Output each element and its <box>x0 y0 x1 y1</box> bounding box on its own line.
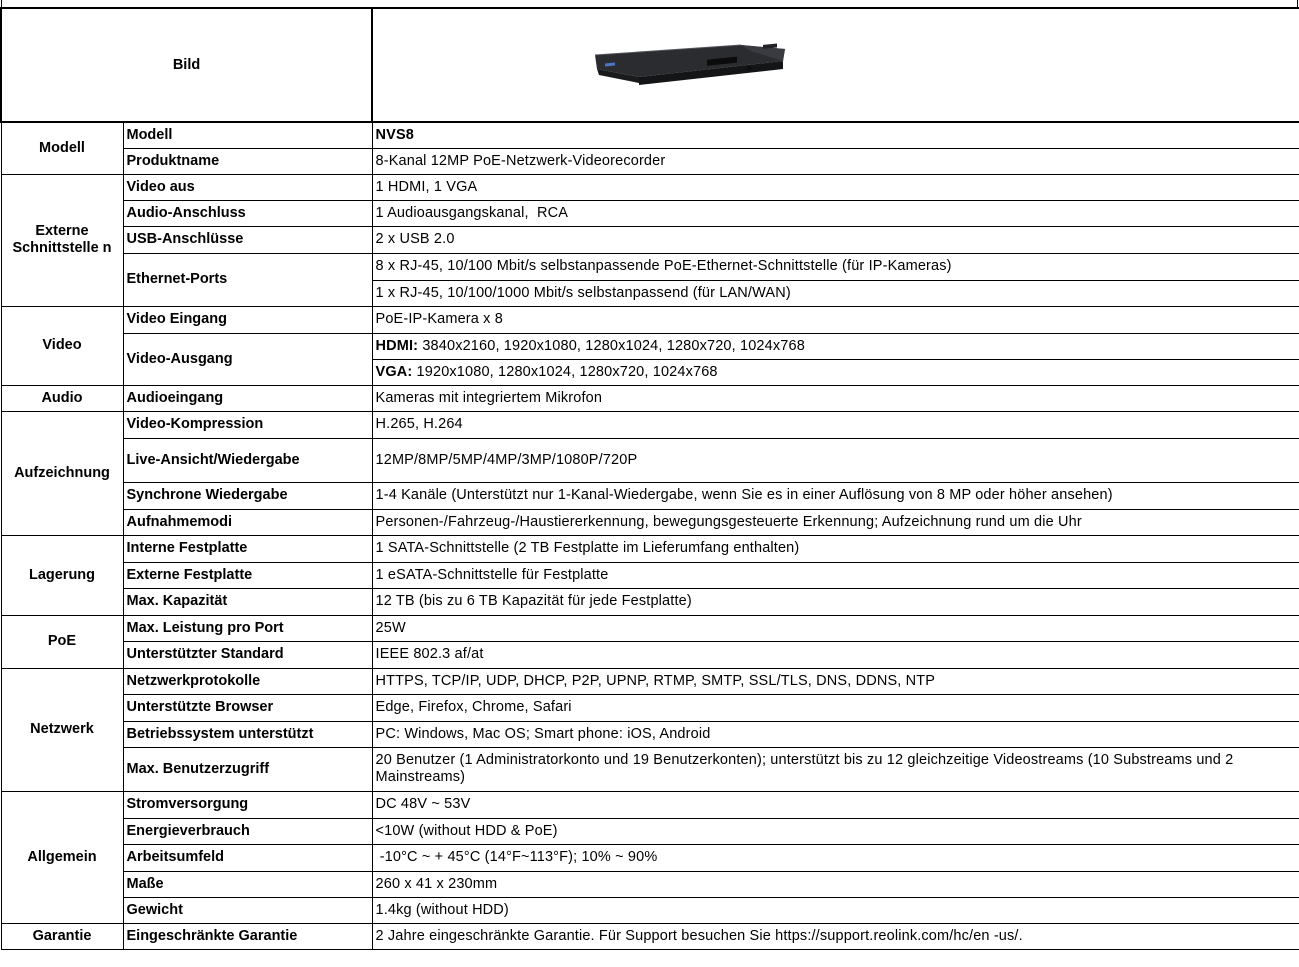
spec-label-video-eingang: Video Eingang <box>123 306 372 333</box>
nvr-device-image <box>591 41 791 96</box>
spec-row <box>1 668 1299 694</box>
spec-value: Kameras mit integriertem Mikrofon <box>372 385 1299 411</box>
spec-label-gewicht: Gewicht <box>123 897 372 923</box>
image-row-label: Bild <box>1 8 372 122</box>
spec-value: 12MP/8MP/5MP/4MP/3MP/1080P/720P <box>372 438 1299 482</box>
spec-label-video-aus: Video aus <box>123 174 372 200</box>
spec-label-max-kapazität: Max. Kapazität <box>123 588 372 615</box>
spec-label-usb-anschlüsse: USB-Anschlüsse <box>123 226 372 253</box>
spec-value: 1 SATA-Schnittstelle (2 TB Festplatte im Lieferumfang enthalten) <box>372 535 1299 562</box>
spec-row <box>1 385 1299 411</box>
spec-row <box>1 438 1299 482</box>
spec-value: H.265, H.264 <box>372 411 1299 438</box>
spec-row <box>1 818 1299 844</box>
spec-value: 8-Kanal 12MP PoE-Netzwerk-Videorecorder <box>372 148 1299 174</box>
spec-value: Personen-/Fahrzeug-/Haustiererkennung, bewegungsgesteuerte Erkennung; Aufzeichnung rund um die Uhr <box>372 509 1299 535</box>
category-video: Video <box>1 306 123 385</box>
spec-value: NVS8 <box>372 122 1299 148</box>
spec-value: DC 48V ~ 53V <box>372 791 1299 818</box>
spec-row <box>1 226 1299 253</box>
spec-row <box>1 306 1299 333</box>
spec-value: 1.4kg (without HDD) <box>372 897 1299 923</box>
spec-label-eingeschränkte-garantie: Eingeschränkte Garantie <box>123 923 372 949</box>
spec-row <box>1 844 1299 871</box>
image-row <box>1 8 1299 122</box>
spec-value <box>372 359 1299 385</box>
spec-row <box>1 253 1299 280</box>
category-poe: PoE <box>1 615 123 668</box>
spec-row <box>1 482 1299 509</box>
spec-row <box>1 871 1299 897</box>
category-aufzeichnung: Aufzeichnung <box>1 411 123 535</box>
spec-row <box>1 509 1299 535</box>
spec-value: 1-4 Kanäle (Unterstützt nur 1-Kanal-Wiedergabe, wenn Sie es in einer Auflösung von 8 MP oder höher ansehen) <box>372 482 1299 509</box>
spec-value: IEEE 802.3 af/at <box>372 641 1299 668</box>
category-externe-schnittstelle-n: Externe Schnittstelle n <box>1 174 123 306</box>
spec-label-netzwerkprotokolle: Netzwerkprotokolle <box>123 668 372 694</box>
spec-row <box>1 333 1299 359</box>
spec-value: 20 Benutzer (1 Administratorkonto und 19 Benutzerkonten); unterstützt bis zu 12 gleichzeitige Videostreams (10 Substreams und 2 Mainstreams) <box>372 747 1299 791</box>
category-modell: Modell <box>1 122 123 174</box>
spec-value-prefix: HDMI: <box>375 337 419 354</box>
category-lagerung: Lagerung <box>1 535 123 615</box>
spec-value: 1 x RJ-45, 10/100/1000 Mbit/s selbstanpassend (für LAN/WAN) <box>372 280 1299 306</box>
spec-row <box>1 897 1299 923</box>
spec-value: 1 HDMI, 1 VGA <box>372 174 1299 200</box>
spec-row <box>1 923 1299 949</box>
spec-row <box>1 562 1299 588</box>
spec-row <box>1 694 1299 721</box>
spec-label-video-ausgang: Video-Ausgang <box>123 333 372 385</box>
spec-value-text: 1920x1080, 1280x1024, 1280x720, 1024x768 <box>412 363 718 380</box>
spec-label-produktname: Produktname <box>123 148 372 174</box>
category-allgemein: Allgemein <box>1 791 123 923</box>
spec-value: 260 x 41 x 230mm <box>372 871 1299 897</box>
spec-label-live-ansicht-wiedergabe: Live-Ansicht/Wiedergabe <box>123 438 372 482</box>
spec-value: 1 eSATA-Schnittstelle für Festplatte <box>372 562 1299 588</box>
spec-label-unterstützte-browser: Unterstützte Browser <box>123 694 372 721</box>
spec-label-max-benutzerzugriff: Max. Benutzerzugriff <box>123 747 372 791</box>
spec-label-video-kompression: Video-Kompression <box>123 411 372 438</box>
spec-label-unterstützter-standard: Unterstützter Standard <box>123 641 372 668</box>
spec-row <box>1 721 1299 747</box>
spec-row <box>1 411 1299 438</box>
category-garantie: Garantie <box>1 923 123 949</box>
spec-label-ethernet-ports: Ethernet-Ports <box>123 253 372 306</box>
spec-value: HTTPS, TCP/IP, UDP, DHCP, P2P, UPNP, RTMP, SMTP, SSL/TLS, DNS, DDNS, NTP <box>372 668 1299 694</box>
spec-label-aufnahmemodi: Aufnahmemodi <box>123 509 372 535</box>
spec-label-stromversorgung: Stromversorgung <box>123 791 372 818</box>
spec-value-text: 3840x2160, 1920x1080, 1280x1024, 1280x720, 1024x768 <box>418 337 805 354</box>
spec-row <box>1 535 1299 562</box>
spec-value: -10°C ~ + 45°C (14°F~113°F); 10% ~ 90% <box>372 844 1299 871</box>
spec-label-energieverbrauch: Energieverbrauch <box>123 818 372 844</box>
spec-table <box>0 7 1299 950</box>
spec-table-body <box>1 8 1299 949</box>
spec-label-audio-anschluss: Audio-Anschluss <box>123 200 372 226</box>
category-netzwerk: Netzwerk <box>1 668 123 791</box>
spec-value: 25W <box>372 615 1299 641</box>
spec-row <box>1 615 1299 641</box>
spec-value: <10W (without HDD & PoE) <box>372 818 1299 844</box>
spec-row <box>1 122 1299 148</box>
spec-label-maße: Maße <box>123 871 372 897</box>
spec-row <box>1 200 1299 226</box>
category-audio: Audio <box>1 385 123 411</box>
spec-value-prefix: VGA: <box>375 363 413 380</box>
spec-label-betriebssystem-unterstützt: Betriebssystem unterstützt <box>123 721 372 747</box>
spec-row <box>1 588 1299 615</box>
spec-label-interne-festplatte: Interne Festplatte <box>123 535 372 562</box>
spec-row <box>1 148 1299 174</box>
spec-row <box>1 641 1299 668</box>
spec-value: 8 x RJ-45, 10/100 Mbit/s selbstanpassende PoE-Ethernet-Schnittstelle (für IP-Kameras) <box>372 253 1299 280</box>
spec-value: PoE-IP-Kamera x 8 <box>372 306 1299 333</box>
spec-label-modell: Modell <box>123 122 372 148</box>
spec-row <box>1 747 1299 791</box>
spec-value: PC: Windows, Mac OS; Smart phone: iOS, Android <box>372 721 1299 747</box>
spec-row <box>1 174 1299 200</box>
spec-label-arbeitsumfeld: Arbeitsumfeld <box>123 844 372 871</box>
spec-value: 1 Audioausgangskanal, RCA <box>372 200 1299 226</box>
spec-label-synchrone-wiedergabe: Synchrone Wiedergabe <box>123 482 372 509</box>
spec-label-externe-festplatte: Externe Festplatte <box>123 562 372 588</box>
product-image-cell <box>372 8 1299 122</box>
spec-label-audioeingang: Audioeingang <box>123 385 372 411</box>
spec-value: 2 Jahre eingeschränkte Garantie. Für Support besuchen Sie https://support.reolink.com/hc/en -us/. <box>372 923 1299 949</box>
spec-value: 12 TB (bis zu 6 TB Kapazität für jede Festplatte) <box>372 588 1299 615</box>
spec-value: Edge, Firefox, Chrome, Safari <box>372 694 1299 721</box>
spec-label-max-leistung-pro-port: Max. Leistung pro Port <box>123 615 372 641</box>
spec-value <box>372 333 1299 359</box>
spec-row <box>1 791 1299 818</box>
spec-value: 2 x USB 2.0 <box>372 226 1299 253</box>
